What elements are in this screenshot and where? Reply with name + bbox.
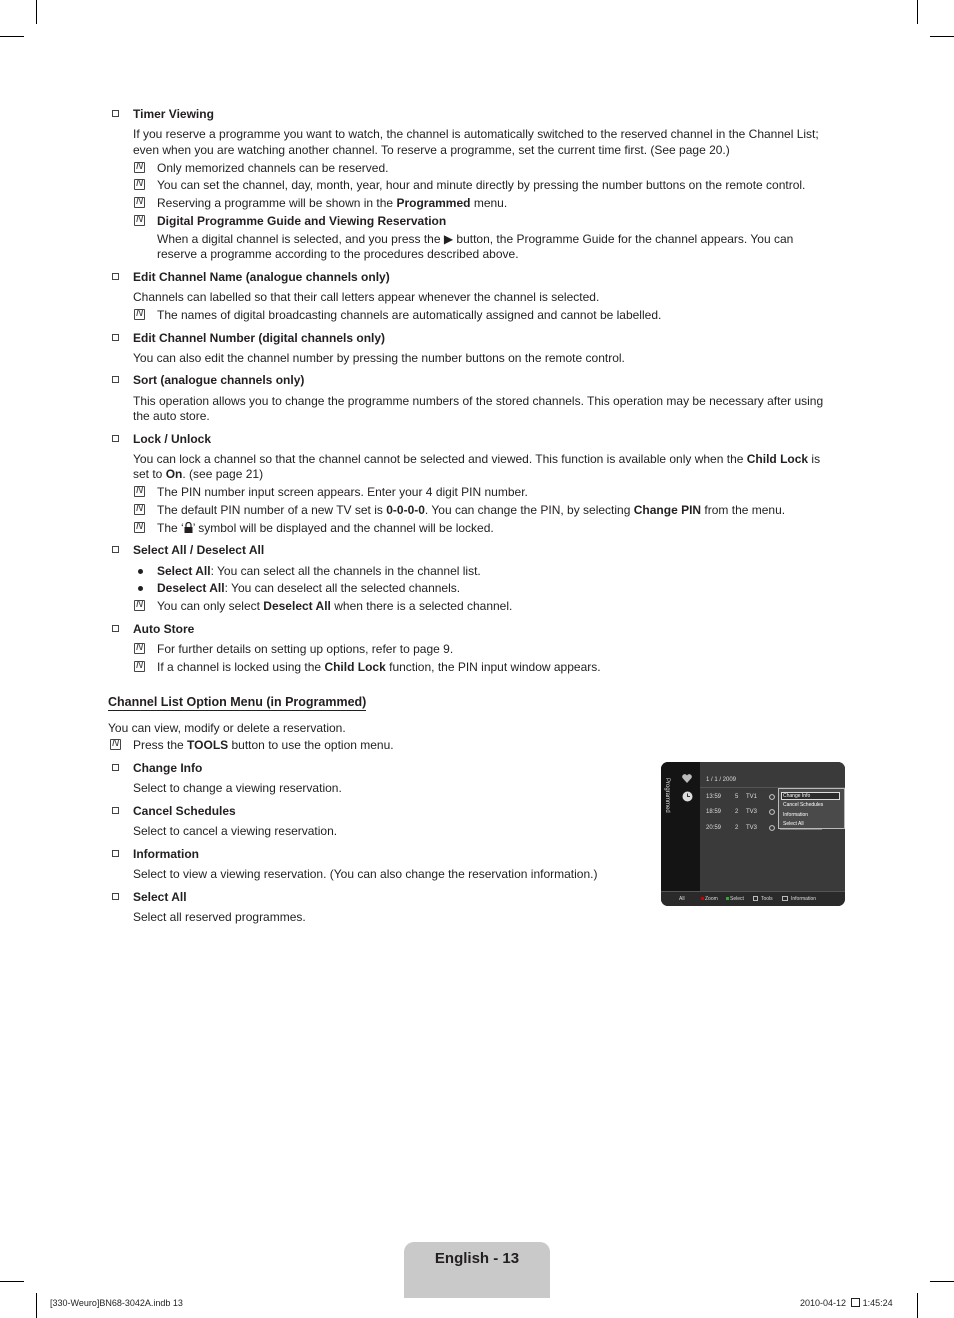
crop-mark	[930, 1281, 954, 1282]
square-bullet-icon	[112, 546, 119, 553]
crop-mark	[36, 1293, 37, 1318]
paragraph: Select to view a viewing reservation. (You can also change the reservation information.)	[133, 867, 598, 881]
note: The default PIN number of a new TV set is 0-0-0-0. You can change the PIN, by selecting Change PIN from the menu.	[157, 503, 786, 517]
tv-row-time: 13:59	[706, 794, 722, 800]
tv-screenshot	[661, 762, 845, 906]
crop-mark	[917, 0, 918, 24]
square-bullet-icon	[112, 807, 119, 814]
paragraph: Select all reserved programmes.	[133, 910, 306, 924]
tv-help-bar	[661, 891, 845, 906]
tv-row-num: 2	[735, 809, 739, 815]
section-heading: Cancel Schedules	[133, 804, 236, 818]
paragraph: the auto store.	[133, 409, 210, 423]
clock-icon	[769, 825, 775, 831]
page-number-tab	[404, 1242, 550, 1298]
lock-icon	[184, 522, 193, 533]
section-heading: Timer Viewing	[133, 107, 214, 121]
bullet-item: Select All: You can select all the channels in the channel list.	[157, 564, 481, 578]
paragraph: set to On. (see page 21)	[133, 467, 264, 481]
paragraph: You can lock a channel so that the channel cannot be selected and viewed. This function is available only when the Child Lock is	[133, 452, 821, 466]
section-heading: Edit Channel Name (analogue channels only)	[133, 270, 390, 284]
tv-bar-select: Select	[730, 896, 744, 902]
square-bullet-icon	[112, 893, 119, 900]
paragraph: reserve a programme according to the procedures described above.	[157, 247, 519, 261]
clock-icon	[682, 791, 693, 802]
paragraph: You can also edit the channel number by pressing the number buttons on the remote control.	[133, 351, 625, 365]
section-heading: Select All / Deselect All	[133, 543, 265, 557]
tv-row-num: 5	[735, 794, 739, 800]
paragraph: Select to change a viewing reservation.	[133, 781, 342, 795]
tv-bar-zoom: Zoom	[705, 896, 718, 902]
square-bullet-icon	[112, 273, 119, 280]
clock-icon	[769, 794, 775, 800]
section-heading: Edit Channel Number (digital channels only)	[133, 331, 386, 345]
tv-menu-item[interactable]: Select All	[783, 821, 804, 827]
imprint-file: [330-Weuro]BN68-3042A.indb 13	[50, 1298, 183, 1308]
paragraph: This operation allows you to change the programme numbers of the stored channels. This operation may be necessary after using	[133, 394, 824, 408]
section-heading: Change Info	[133, 761, 203, 775]
tv-option-menu	[778, 788, 845, 829]
section-heading: Auto Store	[133, 622, 195, 636]
note-heading: Digital Programme Guide and Viewing Reservation	[157, 214, 447, 228]
note: Reserving a programme will be shown in the Programmed menu.	[157, 196, 508, 210]
paragraph: If you reserve a programme you want to watch, the channel is automatically switched to the reserved channel in the Channel List;	[133, 127, 819, 141]
imprint-date: 2010-04-12 1:45:24	[800, 1298, 893, 1308]
section-heading: Select All	[133, 890, 187, 904]
tv-row-time: 18:59	[706, 809, 722, 815]
paragraph: You can view, modify or delete a reservation.	[108, 721, 346, 735]
crop-mark	[0, 36, 24, 37]
square-bullet-icon	[112, 625, 119, 632]
tv-bar-all: All	[679, 896, 685, 902]
square-bullet-icon	[112, 110, 119, 117]
section-heading: Lock / Unlock	[133, 432, 212, 446]
bullet-item: Deselect All: You can deselect all the selected channels.	[157, 581, 461, 595]
section-heading: Sort (analogue channels only)	[133, 373, 305, 387]
note: The PIN number input screen appears. Enter your 4 digit PIN number.	[157, 485, 528, 499]
tv-menu-item[interactable]: Change Info	[783, 793, 811, 799]
note-icon	[134, 309, 145, 320]
tv-date: 1 / 1 / 2009	[706, 777, 737, 783]
crop-mark	[930, 36, 954, 37]
section-title: Channel List Option Menu (in Programmed)	[108, 695, 367, 709]
paragraph: Channels can labelled so that their call letters appear whenever the channel is selected.	[133, 290, 600, 304]
note-icon	[134, 162, 145, 173]
note: You can only select Deselect All when there is a selected channel.	[157, 599, 513, 613]
square-bullet-icon	[112, 334, 119, 341]
note: You can set the channel, day, month, year, hour and minute directly by pressing the number buttons on the remote control.	[157, 178, 806, 192]
note-icon	[134, 197, 145, 208]
note-icon	[110, 739, 121, 750]
section-heading: Information	[133, 847, 199, 861]
note-icon	[134, 504, 145, 515]
paragraph: Select to cancel a viewing reservation.	[133, 824, 338, 838]
tv-bar-tools: Tools	[761, 896, 773, 902]
clock-icon	[769, 809, 775, 815]
paragraph: even when you are watching another channel. To reserve a programme, set the current time first. (See page 20.)	[133, 143, 730, 157]
note-icon	[134, 522, 145, 533]
tv-menu-item[interactable]: Information	[783, 812, 809, 818]
tv-row-time: 20:59	[706, 825, 722, 831]
note: The ‘ ’ symbol will be displayed and the channel will be locked.	[157, 521, 494, 535]
note-icon	[134, 179, 145, 190]
tv-side-panel	[661, 762, 700, 892]
note: For further details on setting up options, refer to page 9.	[157, 642, 454, 656]
note: Press the TOOLS button to use the option menu.	[133, 738, 394, 752]
bullet-dot-icon	[138, 569, 143, 574]
bullet-dot-icon	[138, 586, 143, 591]
square-bullet-icon	[112, 850, 119, 857]
paragraph: When a digital channel is selected, and you press the ▶ button, the Programme Guide for the channel appears. You can	[157, 232, 794, 246]
crop-mark	[0, 1281, 24, 1282]
page-number: English - 13	[434, 1250, 520, 1267]
note-icon	[134, 643, 145, 654]
note: Only memorized channels can be reserved.	[157, 161, 389, 175]
note-icon	[134, 661, 145, 672]
heart-icon	[682, 774, 692, 783]
tv-side-label: Programmed	[664, 778, 670, 813]
square-bullet-icon	[112, 764, 119, 771]
tv-row-channel: TV3	[746, 809, 758, 815]
note: If a channel is locked using the Child Lock function, the PIN input window appears.	[157, 660, 601, 674]
crop-mark	[917, 1293, 918, 1318]
note-icon	[134, 486, 145, 497]
tv-row-channel: TV3	[746, 825, 758, 831]
square-bullet-icon	[112, 435, 119, 442]
tv-bar-info: Information	[791, 896, 817, 902]
tv-menu-item[interactable]: Cancel Schedules	[783, 802, 824, 808]
note: The names of digital broadcasting channels are automatically assigned and cannot be labelled.	[157, 308, 662, 322]
note-icon	[134, 600, 145, 611]
note-icon	[134, 215, 145, 226]
imprint-clock-box	[851, 1298, 860, 1307]
tv-row-num: 2	[735, 825, 739, 831]
crop-mark	[36, 0, 37, 24]
square-bullet-icon	[112, 376, 119, 383]
tv-row-channel: TV1	[746, 794, 758, 800]
